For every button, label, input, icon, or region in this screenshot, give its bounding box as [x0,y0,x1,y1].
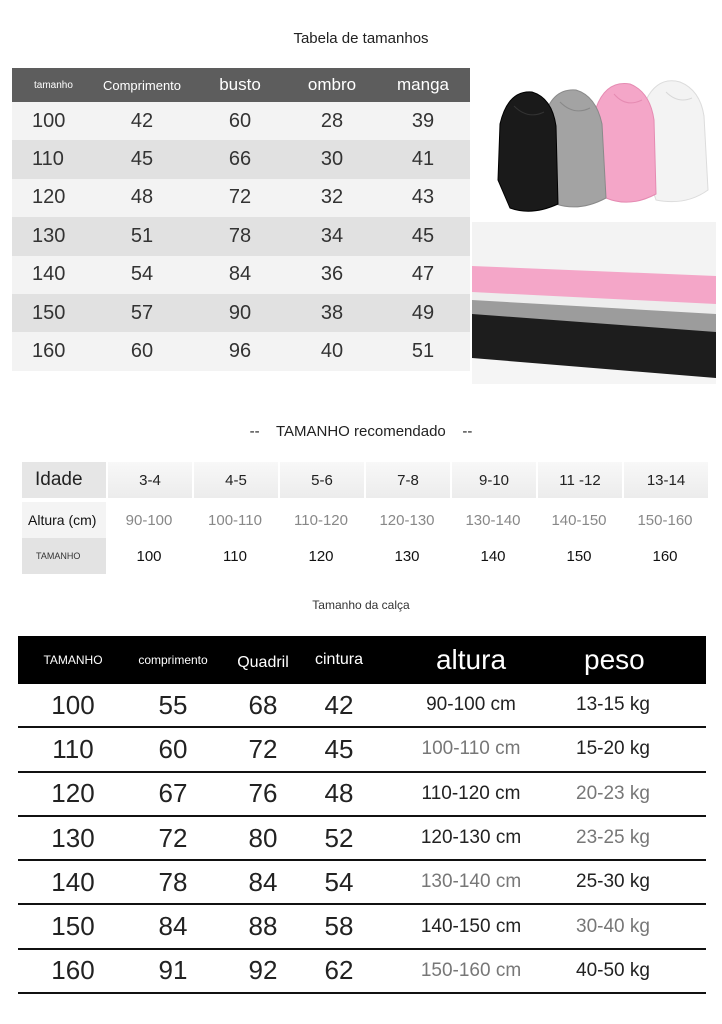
age-cell: 3-4 [106,462,192,498]
table-cell: 140 [32,263,66,286]
age-cell: 11 -12 [536,462,622,498]
size-row [22,538,708,574]
height-cell: 140-150 [551,511,607,529]
header-cell: comprimento [138,653,208,667]
table-cell: 60 [130,340,154,363]
table-cell: 47 [411,263,435,286]
table-cell: 68 [248,689,278,720]
table-cell: 45 [411,224,435,247]
table-cell: 52 [324,822,354,853]
height-cell: 100-110 [208,511,262,529]
table-cell: 150-160 cm [420,959,522,981]
hoodies-photo [496,70,718,220]
table-row [18,950,706,994]
table-cell: 100 [51,689,95,720]
table-cell: 15-20 kg [576,738,650,760]
table-cell: 84 [158,911,188,942]
recommended-size-title: -- TAMANHO recomendado -- [249,423,473,440]
table-row [12,294,470,332]
height-cell: 90-100 [125,511,173,529]
header-cell: Comprimento [102,77,182,93]
size-table [12,68,470,371]
size-cell: 120 [308,547,334,565]
table-cell: 32 [320,186,344,209]
table-cell: 36 [320,263,344,286]
table-cell: 72 [158,822,188,853]
table-cell: 25-30 kg [576,871,650,893]
header-cell: altura [435,644,507,675]
table-cell: 54 [130,263,154,286]
header-cell: busto [219,75,261,94]
header-cell: tamanho [34,79,73,91]
table-cell: 42 [324,689,354,720]
size-cell: 160 [652,547,678,565]
table-cell: 90 [228,301,252,324]
table-cell: 110 [32,148,64,171]
age-cell: 7-8 [364,462,450,498]
pants-table-header [18,636,706,684]
age-label: Idade [22,462,106,498]
table-cell: 48 [130,186,154,209]
header-cell: manga [397,75,449,94]
table-cell: 38 [320,301,344,324]
age-cell: 5-6 [278,462,364,498]
size-table-header [12,68,470,102]
table-cell: 150 [51,911,95,942]
header-cell: TAMANHO [43,653,103,667]
fabric-illustration [472,222,716,384]
table-cell: 28 [320,109,344,132]
table-cell: 54 [324,866,354,897]
table-cell: 140 [51,866,95,897]
size-table-body [12,102,470,371]
table-cell: 66 [228,148,252,171]
table-cell: 60 [158,733,188,764]
table-cell: 78 [158,866,188,897]
table-row [12,102,470,140]
table-cell: 110-120 cm [421,782,521,804]
size-label: TAMANHO [22,538,106,574]
table-cell: 72 [228,186,252,209]
table-cell: 110 [52,733,94,764]
table-cell: 120 [32,186,66,209]
table-cell: 30 [320,148,344,171]
hoodies-illustration [496,70,718,220]
table-row [18,684,706,728]
table-row [12,256,470,294]
height-cells [106,512,708,529]
size-cell: 150 [566,547,592,565]
table-cell: 72 [248,733,278,764]
table-cell: 51 [411,340,435,363]
table-cell: 23-25 kg [576,827,650,849]
height-label: Altura (cm) [22,502,106,538]
table-cell: 40 [320,340,344,363]
header-cell: Quadril [237,654,289,671]
size-cell: 140 [480,547,506,565]
table-cell: 80 [248,822,278,853]
pants-table-body [18,684,706,994]
table-cell: 45 [324,733,354,764]
header-cell: peso [584,644,645,675]
table-cell: 40-50 kg [576,959,650,981]
table-cell: 160 [51,955,95,986]
table-cell: 39 [411,109,435,132]
table-row [12,332,470,370]
table-cell: 51 [130,224,154,247]
size-cell: 100 [136,547,162,565]
table-row [18,905,706,949]
table-cell: 58 [324,911,354,942]
table-cell: 84 [228,263,252,286]
table-cell: 48 [324,778,354,809]
table-cell: 130-140 cm [420,871,522,893]
table-cell: 92 [248,955,278,986]
table-row [18,861,706,905]
age-cell: 4-5 [192,462,278,498]
table-cell: 41 [411,148,435,171]
height-row [22,502,708,538]
table-cell: 88 [248,911,278,942]
size-table-title: Tabela de tamanhos [293,30,429,47]
header-cell: ombro [307,75,357,94]
table-cell: 150 [32,301,66,324]
size-cell: 130 [394,547,420,565]
table-cell: 60 [228,109,252,132]
age-cell: 13-14 [622,462,708,498]
table-row [12,179,470,217]
table-cell: 62 [324,955,354,986]
table-cell: 120 [51,778,95,809]
table-row [12,140,470,178]
height-cell: 130-140 [465,511,521,529]
table-cell: 130 [32,224,66,247]
fabric-layers-photo [472,222,716,384]
table-cell: 57 [130,301,154,324]
size-cell: 110 [223,547,247,565]
table-cell: 100-110 cm [421,738,521,760]
table-cell: 84 [248,866,278,897]
table-cell: 140-150 cm [420,915,522,937]
table-cell: 43 [411,186,435,209]
table-cell: 78 [228,224,252,247]
table-cell: 96 [228,340,252,363]
table-cell: 30-40 kg [576,915,650,937]
table-cell: 49 [411,301,435,324]
table-cell: 76 [248,778,278,809]
table-cell: 160 [32,340,66,363]
table-cell: 91 [158,955,188,986]
height-cell: 110-120 [294,511,348,529]
table-row [18,817,706,861]
table-cell: 45 [130,148,154,171]
table-cell: 34 [320,224,344,247]
pants-size-title: Tamanho da calça [312,598,410,612]
table-cell: 42 [130,109,154,132]
age-cell: 9-10 [450,462,536,498]
table-cell: 90-100 cm [426,694,516,716]
pants-size-table [18,636,706,994]
table-cell: 13-15 kg [576,694,650,716]
height-cell: 150-160 [637,511,693,529]
recommended-size-table [22,462,708,574]
header-cell: cintura [314,651,364,668]
age-row [22,462,708,498]
table-cell: 130 [51,822,95,853]
table-cell: 20-23 kg [576,782,650,804]
table-row [12,217,470,255]
height-cell: 120-130 [379,511,435,529]
table-cell: 55 [158,689,188,720]
table-cell: 120-130 cm [420,827,522,849]
table-cell: 67 [158,778,188,809]
size-cells [106,548,708,565]
table-row [18,728,706,772]
table-row [18,773,706,817]
age-cells [106,462,708,498]
table-cell: 100 [32,109,66,132]
